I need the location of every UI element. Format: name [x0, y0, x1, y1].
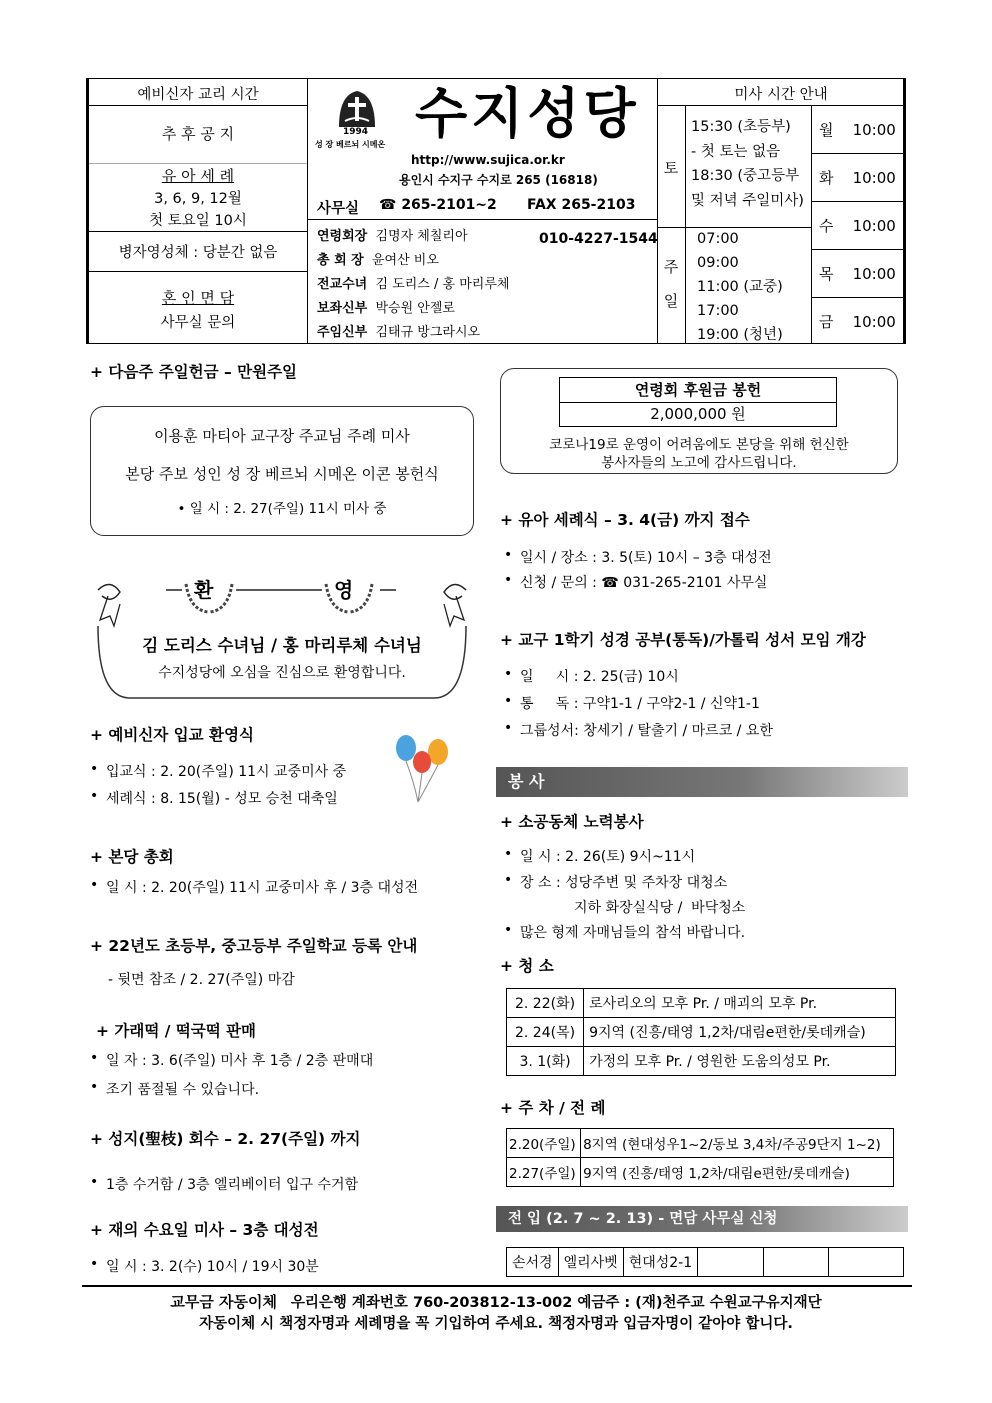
infant-baptism-day: 첫 토요일 10시	[149, 213, 247, 229]
office-label: 사무실	[317, 201, 360, 217]
mobile-phone: 010-4227-1544	[539, 231, 658, 247]
bible-item-1: • 일 시 : 2. 25(금) 10시	[520, 666, 679, 686]
catechism-title: 예비신자 교리 시간	[137, 87, 259, 103]
bible-item-3: • 그룹성서: 창세기 / 탈출기 / 마르코 / 요한	[520, 720, 773, 740]
saturday-times: 15:30 (초등부) - 첫 토는 없음 18:30 (중고등부 및 저녁 주일미사)	[691, 119, 804, 209]
header-table	[86, 78, 906, 344]
mass-title: 미사 시간 안내	[734, 87, 828, 103]
service-section-header: 봉 사	[496, 767, 908, 797]
marriage-title: 혼 인 면 담	[161, 289, 235, 307]
donation-amount: 2,000,000 원	[650, 405, 746, 423]
donation-box	[500, 368, 898, 474]
parish-logo-icon	[335, 87, 379, 129]
table-row: 2. 22(화) 로사리오의 모후 Pr. / 매괴의 모후 Pr.	[507, 989, 896, 1018]
community-item-2: • 장 소 : 성당주변 및 주차장 대청소	[520, 872, 727, 892]
community-item-1: • 일 시 : 2. 26(토) 9시~11시	[520, 846, 695, 866]
infant-baptism-title: 유 아 세 례	[161, 167, 235, 185]
saturday-label: 토	[663, 159, 679, 177]
sunday-times: 07:00 09:00 11:00 (교중) 17:00 19:00 (청년)	[697, 231, 783, 343]
bishop-mass-box	[90, 406, 474, 536]
donation-title: 연령회 후원금 봉헌	[560, 378, 836, 403]
welcome-banner	[90, 570, 474, 700]
welcome-char-1: 환	[194, 578, 214, 602]
parish-name: 수지성당	[415, 82, 640, 145]
infant-baptism-notice-title: + 유아 세례식 – 3. 4(금) 까지 접수	[500, 511, 750, 529]
bishop-mass-line1: 이용훈 마티아 교구장 주교님 주례 미사	[154, 427, 410, 445]
staff-row: 연령회장 김명자 체칠리아	[317, 229, 468, 244]
office-phone: ☎ 265-2101~2	[379, 197, 497, 213]
cleaning-table	[506, 988, 896, 1076]
welcome-char-2: 영	[334, 578, 354, 602]
sunday-school-note: - 뒷면 참조 / 2. 27(주일) 마감	[108, 972, 295, 988]
catechism-notice: 추 후 공 지	[161, 125, 235, 143]
table-row: 2.27(주일) 9지역 (진흥/태영 1,2차/대림e편한/롯데캐슬)	[507, 1158, 894, 1187]
table-row: 2. 24(목) 9지역 (진흥/태영 1,2차/대림e편한/롯데캐슬)	[507, 1018, 896, 1047]
rice-cake-item-2: • 조기 품절될 수 있습니다.	[106, 1079, 259, 1099]
donation-thanks-2: 봉사자들의 노고에 감사드립니다.	[601, 455, 797, 471]
table-row: 손서경 엘리사벳 현대성2-1	[507, 1248, 904, 1277]
staff-list	[317, 225, 509, 345]
marriage-contact: 사무실 문의	[160, 315, 236, 331]
parish-url[interactable]: http://www.sujica.or.kr	[411, 153, 565, 167]
rice-cake-title: + 가래떡 / 떡국떡 판매	[96, 1022, 257, 1040]
rice-cake-item-1: • 일 자 : 3. 6(주일) 미사 후 1층 / 2층 판매대	[106, 1050, 373, 1070]
bible-title: + 교구 1학기 성경 공부(통독)/가톨릭 성서 모임 개강	[500, 631, 866, 649]
palm-item-1: • 1층 수거함 / 3층 엘리베이터 입구 수거함	[106, 1174, 358, 1194]
ash-item-1: • 일 시 : 3. 2(수) 10시 / 19시 30분	[106, 1256, 319, 1276]
catechumen-item-2: • 세례식 : 8. 15(월) - 성모 승천 대축일	[106, 788, 338, 808]
staff-row: 전교수녀 김 도리스 / 홍 마리루체	[317, 277, 510, 292]
infant-baptism-item-2: • 신청 / 문의 : ☎ 031-265-2101 사무실	[520, 572, 767, 592]
assembly-item-1: • 일 시 : 2. 20(주일) 11시 교중미사 후 / 3층 대성전	[106, 877, 418, 897]
parking-title: + 주 차 / 전 례	[500, 1099, 606, 1117]
footer-divider	[82, 1285, 912, 1287]
welcome-message: 수지성당에 오심을 진심으로 환영합니다.	[158, 665, 406, 681]
community-title: + 소공동체 노력봉사	[500, 813, 644, 831]
sick-anointing: 병자영성체 : 당분간 없음	[118, 245, 278, 261]
office-fax: FAX 265-2103	[527, 197, 636, 213]
community-item-2-cont: 지하 화장실식당 / 바닥청소	[574, 900, 746, 916]
staff-row: 보좌신부 박승원 안젤로	[317, 301, 455, 316]
weekday-wed: 수 10:00	[819, 217, 896, 235]
assembly-title: + 본당 총회	[90, 848, 174, 866]
logo-name: 성 장 베르뇌 시메온	[315, 140, 386, 149]
welcome-names: 김 도리스 수녀님 / 홍 마리루체 수녀님	[142, 636, 422, 655]
weekday-fri: 금 10:00	[819, 313, 896, 331]
donation-thanks-1: 코로나19로 운영이 어려움에도 본당을 위해 헌신한	[549, 437, 849, 453]
transfer-section-header: 전 입 (2. 7 ~ 2. 13) - 면담 사무실 신청	[496, 1206, 908, 1232]
table-row: 2.20(주일) 8지역 (현대성우1~2/동보 3,4차/주공9단지 1~2)	[507, 1129, 894, 1158]
parking-table	[506, 1128, 894, 1187]
footer-account: 우리은행 계좌번호 760-203812-13-002 예금주 : (재)천주교 수원교구유지재단	[290, 1295, 822, 1311]
parish-address: 용인시 수지구 수지로 265 (16818)	[399, 173, 598, 187]
infant-baptism-months: 3, 6, 9, 12월	[154, 191, 242, 207]
transfer-table	[506, 1247, 904, 1277]
sunday-label: 주 일	[663, 258, 679, 310]
weekday-tue: 화 10:00	[819, 169, 896, 187]
footer-line-1	[0, 1291, 992, 1312]
balloons-icon	[392, 732, 456, 804]
community-item-3: • 많은 형제 자매님들의 참석 바랍니다.	[520, 922, 745, 942]
weekday-thu: 목 10:00	[819, 265, 896, 283]
staff-row: 총 회 장 윤여산 비오	[317, 253, 439, 268]
catechumen-title: + 예비신자 입교 환영식	[90, 726, 254, 744]
ash-title: + 재의 수요일 미사 – 3층 대성전	[90, 1221, 319, 1239]
offering-notice: + 다음주 주일헌금 – 만원주일	[90, 363, 298, 381]
staff-row: 주임신부 김태규 방그라시오	[317, 325, 481, 340]
footer-note: 자동이체 시 책정자명과 세례명을 꼭 기입하여 주세요. 책정자명과 입금자명이 같아야 합니다.	[199, 1316, 793, 1332]
table-row: 3. 1(화) 가정의 모후 Pr. / 영원한 도움의성모 Pr.	[507, 1047, 896, 1076]
palm-title: + 성지(聖枝) 회수 – 2. 27(주일) 까지	[90, 1130, 361, 1148]
weekday-mon: 월 10:00	[819, 121, 896, 139]
catechumen-item-1: • 입교식 : 2. 20(주일) 11시 교중미사 중	[106, 761, 346, 781]
sunday-school-title: + 22년도 초등부, 중고등부 주일학교 등록 안내	[90, 937, 418, 955]
bible-item-2: • 통 독 : 구약1-1 / 구약2-1 / 신약1-1	[520, 693, 760, 713]
footer-label: 교무금 자동이체	[170, 1293, 277, 1311]
bishop-mass-line2: 본당 주보 성인 성 장 베르뇌 시메온 이콘 봉헌식	[125, 465, 439, 483]
bishop-mass-date: • 일 시 : 2. 27(주일) 11시 미사 중	[177, 501, 387, 517]
cleaning-title: + 청 소	[500, 957, 554, 975]
donation-table	[559, 377, 837, 427]
logo-year: 1994	[343, 127, 369, 137]
infant-baptism-item-1: • 일시 / 장소 : 3. 5(토) 10시 – 3층 대성전	[520, 547, 772, 567]
